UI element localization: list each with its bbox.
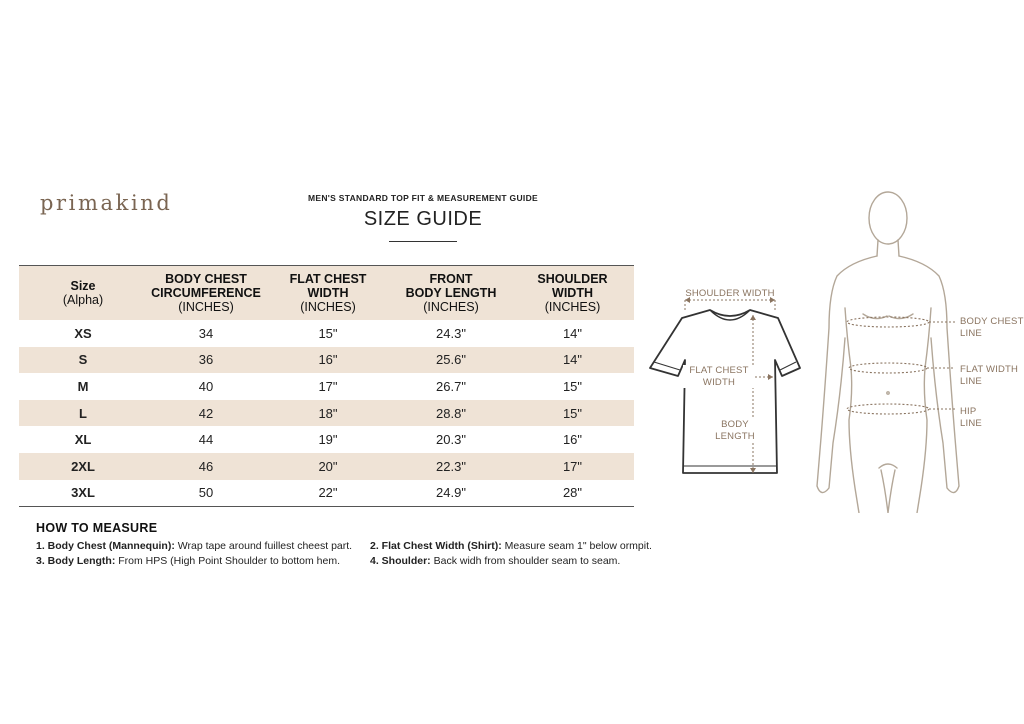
table-row	[19, 480, 634, 507]
measure-instruction: 3. Body Length: From HPS (High Point Shoulder to bottom hem.	[36, 555, 341, 567]
header-shoulder: SHOULDER WIDTH (INCHES)	[511, 266, 634, 321]
size-cell: L	[19, 400, 147, 427]
brand-logo: primakind	[40, 191, 173, 215]
size-cell: 2XL	[19, 453, 147, 480]
shoulder-width-label: SHOULDER WIDTH	[685, 288, 775, 299]
table-row	[19, 320, 634, 347]
mannequin-figure-icon	[805, 188, 975, 513]
table-cell: 15"	[318, 325, 338, 341]
table-cell: 34	[198, 325, 214, 341]
table-cell: 17"	[318, 378, 338, 394]
size-cell: M	[77, 378, 89, 394]
table-header-row	[19, 266, 634, 321]
table-cell: 20.3"	[436, 432, 466, 448]
table-cell: 42	[147, 400, 265, 427]
table-row	[19, 347, 634, 374]
table-cell: 26.7"	[436, 378, 466, 394]
size-cell: S	[19, 347, 147, 374]
table-cell: 19"	[318, 432, 338, 448]
table-cell: 14"	[562, 325, 583, 341]
measure-instruction: 2. Flat Chest Width (Shirt): Measure seam 1" below ormpit.	[370, 540, 652, 552]
table-row	[19, 400, 634, 427]
table-cell: 22.3"	[391, 453, 511, 480]
table-cell: 25.6"	[391, 347, 511, 374]
table-cell: 24.9"	[391, 480, 511, 507]
size-cell: XL	[74, 432, 92, 448]
table-cell: 28"	[511, 480, 634, 507]
guide-subtitle: MEN'S STANDARD TOP FIT & MEASUREMENT GUIDE	[308, 193, 538, 203]
header-size: Size (Alpha)	[19, 266, 147, 321]
size-table	[19, 265, 634, 507]
table-cell: 16"	[265, 347, 391, 374]
page-title: SIZE GUIDE	[363, 208, 483, 230]
header-body-chest: BODY CHEST CIRCUMFERENCE (INCHES)	[147, 266, 265, 321]
table-cell: 46	[147, 453, 265, 480]
table-cell: 16"	[562, 432, 583, 448]
table-cell: 20"	[265, 453, 391, 480]
table-cell: 22"	[265, 480, 391, 507]
body-length-label: BODY LENGTH	[704, 419, 766, 442]
table-cell: 40	[198, 378, 214, 394]
measure-instruction: 4. Shoulder: Back widh from shoulder seam to seam.	[370, 555, 621, 567]
table-cell: 24.3"	[436, 325, 466, 341]
size-cell: 3XL	[19, 480, 147, 507]
table-cell: 17"	[511, 453, 634, 480]
table-cell: 15"	[511, 400, 634, 427]
how-to-measure-title: HOW TO MEASURE	[36, 521, 158, 535]
table-cell: 14"	[511, 347, 634, 374]
header-flat-chest: FLAT CHEST WIDTH (INCHES)	[265, 266, 391, 321]
hip-line-label: HIP LINE	[960, 406, 982, 429]
table-cell: 18"	[265, 400, 391, 427]
table-row	[19, 426, 634, 453]
body-chest-line-label: BODY CHEST LINE	[960, 316, 1024, 339]
table-row	[19, 453, 634, 480]
table-cell: 28.8"	[391, 400, 511, 427]
flat-width-line-label: FLAT WIDTH LINE	[960, 364, 1019, 387]
title-underline	[389, 241, 457, 242]
table-cell: 44	[198, 432, 214, 448]
table-cell: 50	[147, 480, 265, 507]
header-front-length: FRONT BODY LENGTH (INCHES)	[391, 266, 511, 321]
table-row	[19, 373, 634, 400]
flat-chest-width-label: FLAT CHEST WIDTH	[683, 365, 755, 388]
table-cell: 15"	[562, 378, 583, 394]
measure-instruction: 1. Body Chest (Mannequin): Wrap tape around fuillest cheest part.	[36, 540, 353, 552]
table-cell: 36	[147, 347, 265, 374]
size-cell: XS	[74, 325, 92, 341]
